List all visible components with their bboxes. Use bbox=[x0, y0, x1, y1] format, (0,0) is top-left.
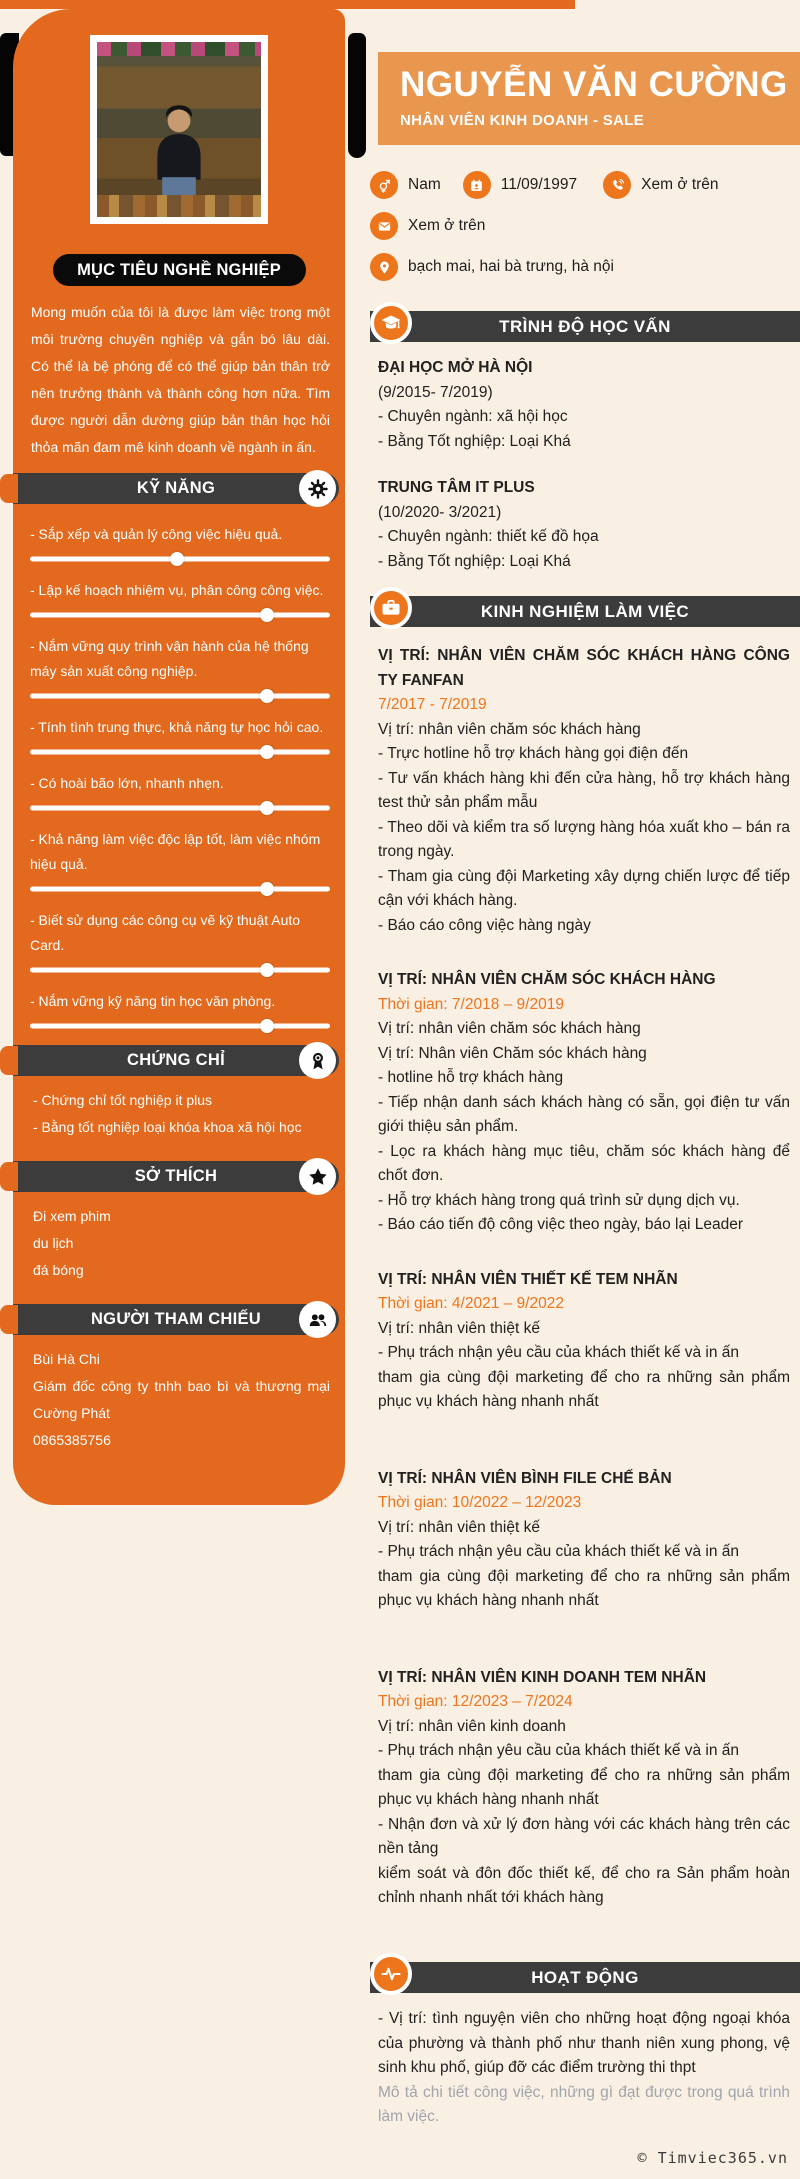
experience-line: - Hỗ trợ khách hàng trong quá trình sử dụng dịch vụ. bbox=[378, 1191, 740, 1209]
experience-period: Thời gian: 10/2022 – 12/2023 bbox=[378, 1494, 582, 1511]
slider-track bbox=[30, 1024, 330, 1029]
experience-entry bbox=[378, 1467, 790, 1614]
slider-track bbox=[30, 750, 330, 755]
certificate-item: - Chứng chỉ tốt nghiệp it plus bbox=[33, 1092, 213, 1108]
experience-title: VỊ TRÍ: NHÂN VIÊN KINH DOANH TEM NHÃN bbox=[378, 1668, 707, 1686]
experience-line: Vị trí: Nhân viên Chăm sóc khách hàng bbox=[378, 1044, 647, 1062]
calendar-icon bbox=[463, 171, 491, 199]
gender-field bbox=[370, 171, 441, 199]
education-detail: - Chuyên ngành: thiết kế đồ họa bbox=[378, 528, 599, 545]
skill-item bbox=[13, 715, 345, 759]
skill-slider[interactable] bbox=[30, 745, 330, 759]
skill-label: - Tính tình trung thực, khả năng tự học hỏi cao. bbox=[30, 719, 324, 735]
experience-line: - Phụ trách nhận yêu cầu của khách thiết kế và in ấn bbox=[378, 1543, 740, 1560]
skill-label: - Có hoài bão lớn, nhanh nhẹn. bbox=[30, 775, 224, 791]
skill-slider[interactable] bbox=[30, 1019, 330, 1033]
experience-line: Vị trí: nhân viên chăm sóc khách hàng bbox=[378, 1020, 641, 1037]
school-name: ĐẠI HỌC MỞ HÀ NỘI bbox=[378, 359, 533, 376]
skills-section-bar bbox=[13, 473, 339, 504]
experience-line: - Báo cáo tiến độ công việc theo ngày, báo lại Leader bbox=[378, 1216, 744, 1233]
activities-section-bar bbox=[370, 1962, 800, 1993]
slider-thumb[interactable] bbox=[260, 963, 274, 977]
slider-thumb[interactable] bbox=[170, 552, 184, 566]
slider-thumb[interactable] bbox=[260, 882, 274, 896]
education-entry bbox=[378, 476, 790, 574]
experience-section-title: KINH NGHIỆM LÀM VIỆC bbox=[480, 602, 690, 621]
references-section-title: NGƯỜI THAM CHIẾU bbox=[90, 1310, 262, 1328]
profile-photo bbox=[90, 35, 268, 224]
sidebar bbox=[13, 9, 345, 1505]
education-detail: - Bằng Tốt nghiệp: Loại Khá bbox=[378, 552, 571, 570]
birthdate-field bbox=[463, 171, 577, 199]
skill-slider[interactable] bbox=[30, 801, 330, 815]
experience-line: - Tư vấn khách hàng khi đến cửa hàng, hỗ trợ khách hàng test thử sản phẩm mẫu bbox=[378, 769, 790, 811]
slider-track bbox=[30, 694, 330, 699]
experience-body bbox=[378, 644, 790, 1911]
experience-line: tham gia cùng đội marketing để cho ra những sản phẩm phục vụ khách hàng nhanh nhất bbox=[378, 1368, 790, 1410]
skill-item bbox=[13, 634, 345, 703]
medal-icon bbox=[299, 1042, 336, 1079]
certificates-list bbox=[33, 1087, 330, 1141]
experience-section-bar bbox=[370, 596, 800, 627]
education-detail: - Chuyên ngành: xã hội học bbox=[378, 408, 568, 425]
education-entry bbox=[378, 356, 790, 454]
skill-item bbox=[13, 908, 345, 977]
skill-slider[interactable] bbox=[30, 882, 330, 896]
experience-line: - Nhận đơn và xử lý đơn hàng với các khách hàng trên các nền tảng bbox=[378, 1815, 790, 1857]
experience-line: Vị trí: nhân viên chăm sóc khách hàng bbox=[378, 720, 641, 738]
slider-track bbox=[30, 887, 330, 892]
activities-section-title: HOẠT ĐỘNG bbox=[531, 1968, 639, 1987]
slider-thumb[interactable] bbox=[260, 608, 274, 622]
skill-item bbox=[13, 827, 345, 896]
hobbies-section-title: SỞ THÍCH bbox=[134, 1167, 218, 1185]
references-section-bar bbox=[13, 1304, 339, 1335]
objective-title-pill bbox=[53, 254, 306, 286]
candidate-role: NHÂN VIÊN KINH DOANH - SALE bbox=[400, 112, 644, 129]
slider-track bbox=[30, 613, 330, 618]
experience-line: - Theo dõi và kiểm tra số lượng hàng hóa xuất kho – bán ra trong ngày. bbox=[378, 818, 790, 860]
experience-line: - Trực hotline hỗ trợ khách hàng gọi điện đến bbox=[378, 745, 689, 762]
experience-line: - Phụ trách nhận yêu cầu của khách thiết kế và in ấn bbox=[378, 1344, 740, 1361]
gear-icon bbox=[299, 470, 336, 507]
objective-text: Mong muốn của tôi là được làm việc trong một môi trường chuyên nghiệp và gắn bó lâu dài. Có thể là bệ phóng để có thể giúp bản thân trở nên trưởng thành và thành công hơn nữa. Tìm được người dẫn dường giúp bản thân học hỏi thỏa mãn đam mê kinh doanh về ngành in ấn. bbox=[31, 304, 330, 455]
education-period: (10/2020- 3/2021) bbox=[378, 503, 502, 521]
activities-body bbox=[378, 2007, 790, 2130]
location-icon bbox=[370, 253, 398, 281]
experience-title: VỊ TRÍ: NHÂN VIÊN CHĂM SÓC KHÁCH HÀNG bbox=[378, 971, 716, 988]
skill-item bbox=[13, 989, 345, 1033]
reference-title: Giám đốc công ty tnhh bao bì và thương mại Cường Phát bbox=[33, 1378, 330, 1421]
experience-period: 7/2017 - 7/2019 bbox=[378, 696, 487, 713]
experience-line: kiểm soát và đôn đốc thiết kế, để cho ra Sản phẩm hoàn chỉnh nhanh nhất tới khách hàng bbox=[378, 1864, 790, 1906]
objective-title: MỤC TIÊU NGHỀ NGHIỆP bbox=[77, 260, 281, 279]
skill-item bbox=[13, 522, 345, 566]
experience-line: - Lọc ra khách hàng mục tiêu, chăm sóc khách hàng để chốt đơn. bbox=[378, 1142, 790, 1184]
activities-placeholder: Mô tả chi tiết công việc, những gì đạt được trong quá trình làm việc. bbox=[378, 2083, 790, 2125]
slider-track bbox=[30, 968, 330, 973]
reference-name: Bùi Hà Chi bbox=[33, 1351, 100, 1367]
main-column bbox=[345, 0, 800, 2179]
experience-period: Thời gian: 7/2018 – 9/2019 bbox=[378, 995, 564, 1013]
certificates-section-bar bbox=[13, 1045, 339, 1076]
experience-line: tham gia cùng đội marketing để cho ra những sản phẩm phục vụ khách hàng nhanh nhất bbox=[378, 1766, 790, 1808]
education-section-bar bbox=[370, 311, 800, 342]
skill-slider[interactable] bbox=[30, 608, 330, 622]
experience-entry bbox=[378, 1268, 790, 1415]
experience-period: Thời gian: 12/2023 – 7/2024 bbox=[378, 1693, 573, 1710]
star-icon bbox=[299, 1158, 336, 1195]
contact-row bbox=[370, 212, 800, 240]
education-section-title: TRÌNH ĐỘ HỌC VẤN bbox=[499, 317, 671, 336]
contact-row bbox=[370, 171, 800, 199]
experience-line: - Tiếp nhận danh sách khách hàng có sẵn, gọi điện tư vấn giới thiệu sản phẩm. bbox=[378, 1093, 790, 1135]
certificates-section-title: CHỨNG CHỈ bbox=[127, 1051, 225, 1069]
contact-row bbox=[370, 253, 800, 281]
experience-line: - hotline hỗ trợ khách hàng bbox=[378, 1069, 564, 1086]
skill-label: - Nắm vững kỹ năng tin học văn phòng. bbox=[30, 993, 276, 1009]
education-body bbox=[378, 356, 790, 574]
experience-title: VỊ TRÍ: NHÂN VIÊN CHĂM SÓC KHÁCH HÀNG CÔNG TY FANFAN bbox=[378, 647, 790, 689]
hobby-item: đá bóng bbox=[33, 1262, 84, 1278]
header-black-tab bbox=[348, 33, 366, 158]
experience-title: VỊ TRÍ: NHÂN VIÊN BÌNH FILE CHẾ BẢN bbox=[378, 1469, 672, 1487]
experience-line: - Tham gia cùng đội Marketing xây dựng chiến lược để tiếp cận với khách hàng. bbox=[378, 867, 790, 909]
experience-line: - Báo cáo công việc hàng ngày bbox=[378, 916, 591, 934]
skill-slider[interactable] bbox=[30, 689, 330, 703]
school-name: TRUNG TÂM IT PLUS bbox=[378, 479, 535, 496]
skill-label: - Lập kế hoạch nhiệm vụ, phân công công việc. bbox=[30, 582, 324, 598]
skill-slider[interactable] bbox=[30, 963, 330, 977]
activities-text: - Vị trí: tình nguyện viên cho những hoạt động ngoại khóa của phường và thành phố như thanh niên xung phong, vệ sinh khu phố, giúp đỡ các điểm trường thi thpt bbox=[378, 2010, 790, 2076]
address-value: bạch mai, hai bà trưng, hà nội bbox=[408, 258, 614, 275]
hobby-item: du lịch bbox=[33, 1235, 74, 1251]
experience-entry bbox=[378, 968, 790, 1238]
address-field bbox=[370, 253, 614, 281]
mail-icon bbox=[370, 212, 398, 240]
phone-value: Xem ở trên bbox=[641, 176, 719, 193]
experience-period: Thời gian: 4/2021 – 9/2022 bbox=[378, 1295, 564, 1312]
slider-thumb[interactable] bbox=[260, 1019, 274, 1033]
slider-thumb[interactable] bbox=[260, 801, 274, 815]
person-silhouette bbox=[119, 71, 239, 221]
phone-field bbox=[603, 171, 718, 199]
email-value: Xem ở trên bbox=[408, 217, 486, 234]
candidate-name: NGUYỄN VĂN CƯỜNG bbox=[400, 65, 788, 104]
gender-value: Nam bbox=[408, 176, 441, 193]
people-icon bbox=[299, 1301, 336, 1338]
skill-slider[interactable] bbox=[30, 552, 330, 566]
references-list bbox=[33, 1346, 330, 1454]
hobby-item: Đi xem phim bbox=[33, 1208, 111, 1224]
skill-item bbox=[13, 771, 345, 815]
skill-label: - Khả năng làm việc độc lập tốt, làm việc nhóm hiệu quả. bbox=[30, 831, 321, 872]
experience-title: VỊ TRÍ: NHÂN VIÊN THIẾT KẾ TEM NHÃN bbox=[378, 1270, 678, 1288]
experience-entry bbox=[378, 1666, 790, 1911]
slider-thumb[interactable] bbox=[260, 689, 274, 703]
phone-icon bbox=[603, 171, 631, 199]
skill-label: - Nắm vững quy trình vận hành của hệ thống máy sản xuất công nghiệp. bbox=[30, 638, 309, 679]
email-field bbox=[370, 212, 485, 240]
experience-line: - Phụ trách nhận yêu cầu của khách thiết kế và in ấn bbox=[378, 1742, 740, 1759]
reference-phone: 0865385756 bbox=[33, 1432, 111, 1448]
hobbies-list bbox=[33, 1203, 330, 1284]
skills-section-title: KỸ NĂNG bbox=[136, 479, 216, 497]
skills-list bbox=[13, 522, 345, 1033]
slider-thumb[interactable] bbox=[260, 745, 274, 759]
slider-track bbox=[30, 806, 330, 811]
header-band bbox=[378, 52, 800, 145]
education-detail: - Bằng Tốt nghiệp: Loại Khá bbox=[378, 432, 571, 450]
experience-entry bbox=[378, 644, 790, 938]
birthdate-value: 11/09/1997 bbox=[500, 176, 578, 193]
watermark: © Timviec365.vn bbox=[637, 2149, 788, 2167]
experience-line: Vị trí: nhân viên kinh doanh bbox=[378, 1717, 566, 1735]
activities-section bbox=[345, 1962, 800, 2130]
skill-item bbox=[13, 578, 345, 622]
skill-label: - Biết sử dụng các công cụ vẽ kỹ thuật Auto Card. bbox=[30, 912, 301, 953]
contact-info bbox=[370, 171, 800, 281]
hobbies-section-bar bbox=[13, 1161, 339, 1192]
certificate-item: - Bằng tốt nghiệp loại khóa khoa xã hội học bbox=[33, 1119, 302, 1135]
experience-line: tham gia cùng đội marketing để cho ra những sản phẩm phục vụ khách hàng nhanh nhất bbox=[378, 1567, 790, 1609]
skill-label: - Sắp xếp và quản lý công việc hiệu quả. bbox=[30, 526, 283, 542]
experience-line: Vị trí: nhân viên thiệt kế bbox=[378, 1518, 540, 1536]
education-period: (9/2015- 7/2019) bbox=[378, 383, 493, 401]
gender-icon bbox=[370, 171, 398, 199]
experience-line: Vị trí: nhân viên thiệt kế bbox=[378, 1319, 540, 1337]
